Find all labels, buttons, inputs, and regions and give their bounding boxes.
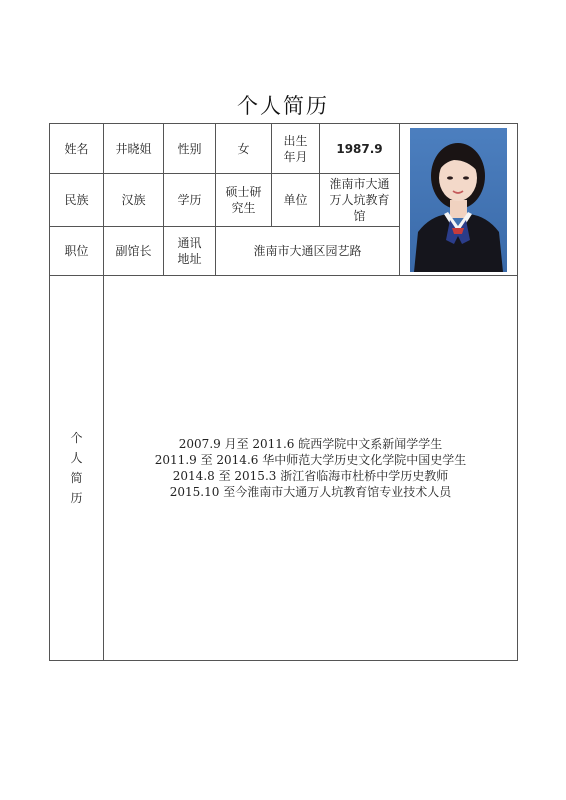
education-value-line-2: 究生: [231, 201, 256, 215]
address-label-line-1: 通讯: [177, 236, 202, 250]
education-label: 学历: [164, 174, 216, 227]
employer-label: 单位: [272, 174, 320, 227]
history-label-char-3: 简: [70, 471, 83, 485]
history-label: [50, 276, 104, 661]
history-line-1: 2007.9 月至 2011.6 皖西学院中文系新闻学学生: [178, 437, 443, 451]
portrait-photo: [410, 128, 507, 272]
photo-cell: [400, 124, 518, 276]
position-label: 职位: [50, 227, 104, 276]
history-label-char-1: 个: [70, 431, 83, 445]
employer-value-line-1: 淮南市大通: [329, 177, 390, 191]
education-value-line-1: 硕士研: [225, 185, 262, 199]
gender-label: 性别: [164, 124, 216, 174]
page-title: 个人简历: [237, 94, 329, 118]
birth-label-line-2: 年月: [283, 149, 308, 164]
position-value: 副馆长: [104, 227, 164, 276]
employer-value-line-3: 馆: [353, 209, 366, 223]
ethnicity-value: 汉族: [104, 174, 164, 227]
history-content: [104, 276, 518, 661]
employer-value-line-2: 万人坑教育: [329, 193, 390, 207]
history-label-char-4: 历: [70, 491, 83, 505]
gender-value: 女: [216, 124, 272, 174]
history-label-char-2: 人: [70, 451, 83, 465]
history-line-2: 2011.9 至 2014.6 华中师范大学历史文化学院中国史学生: [154, 453, 467, 467]
resume-table: [49, 123, 518, 661]
name-value: 井晓姐: [104, 124, 164, 174]
address-label: [164, 227, 216, 276]
name-label: 姓名: [50, 124, 104, 174]
address-label-line-2: 地址: [177, 252, 202, 266]
address-value: 淮南市大通区园艺路: [216, 227, 400, 276]
birth-label: [272, 124, 320, 174]
birth-label-line-1: 出生: [283, 133, 308, 148]
birth-value: 1987.9: [320, 124, 400, 174]
ethnicity-label: 民族: [50, 174, 104, 227]
history-line-3: 2014.8 至 2015.3 浙江省临海市杜桥中学历史教师: [172, 469, 449, 483]
portrait-illustration: [410, 128, 507, 272]
history-line-4: 2015.10 至今淮南市大通万人坑教育馆专业技术人员: [169, 485, 452, 499]
education-value: [216, 174, 272, 227]
employer-value: [320, 174, 400, 227]
